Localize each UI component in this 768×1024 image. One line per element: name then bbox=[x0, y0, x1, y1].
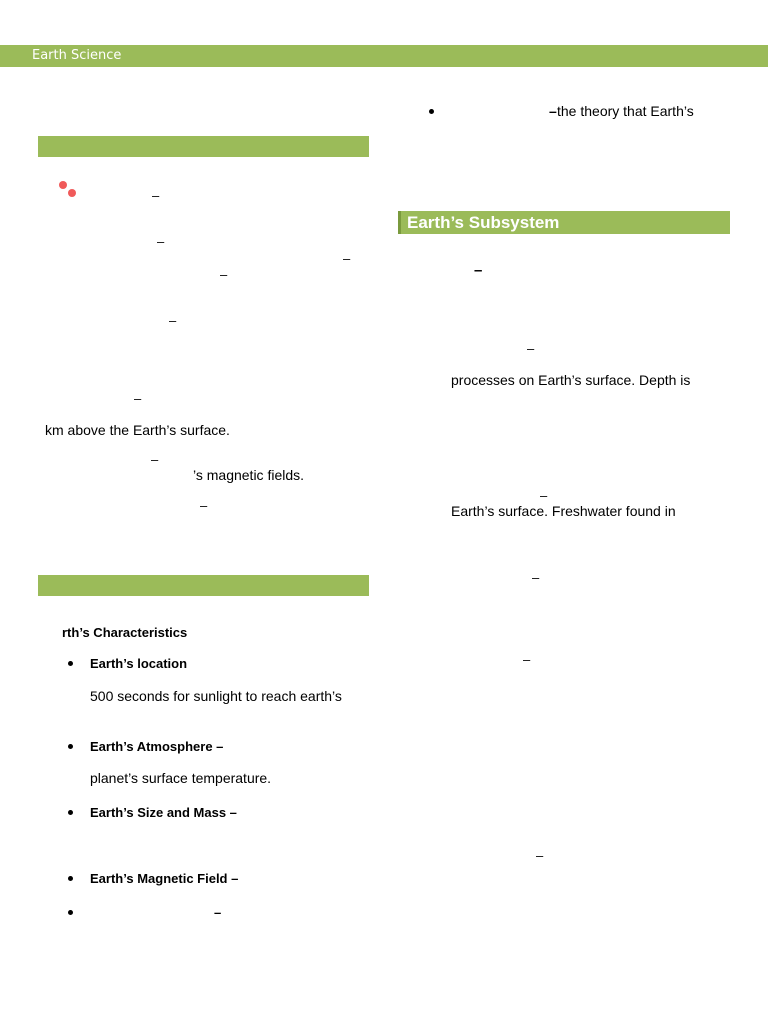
dash: – bbox=[152, 188, 160, 203]
bullet-icon bbox=[68, 910, 73, 915]
bullet-icon bbox=[68, 661, 73, 666]
char-item-dash: – bbox=[214, 905, 222, 920]
dash: – bbox=[527, 341, 535, 356]
dash: – bbox=[532, 570, 540, 585]
dash: – bbox=[134, 391, 142, 406]
km-text: km above the Earth’s surface. bbox=[45, 422, 230, 438]
bullet-icon bbox=[68, 810, 73, 815]
char-item-location: Earth’s location bbox=[90, 656, 188, 671]
subsystem-dash: – bbox=[474, 262, 483, 279]
theory-text: the theory that Earth’s bbox=[557, 103, 694, 119]
bullet-icon bbox=[429, 109, 434, 114]
subsystem-heading-bar bbox=[398, 211, 730, 234]
red-dot-icon bbox=[68, 189, 76, 197]
char-item-location-note: 500 seconds for sunlight to reach earth’s bbox=[90, 688, 342, 704]
dash: – bbox=[540, 488, 548, 503]
dash: – bbox=[151, 452, 159, 467]
dash: – bbox=[169, 313, 177, 328]
char-item-atmosphere-note: planet’s surface temperature. bbox=[90, 770, 272, 786]
dash: – bbox=[200, 498, 208, 513]
dash: – bbox=[536, 848, 544, 863]
processes-text: processes on Earth’s surface. Depth is bbox=[451, 372, 691, 388]
freshwater-text: Earth’s surface. Freshwater found in bbox=[451, 503, 676, 519]
section-bar-1 bbox=[38, 136, 369, 157]
theory-dash: – bbox=[549, 103, 557, 119]
char-item-size-mass: Earth’s Size and Mass – bbox=[90, 805, 237, 820]
red-dot-icon bbox=[59, 181, 67, 189]
subsystem-title: Earth’s Subsystem bbox=[407, 213, 560, 232]
char-item-atmosphere: Earth’s Atmosphere – bbox=[90, 739, 224, 754]
bullet-icon bbox=[68, 744, 73, 749]
bullet-icon bbox=[68, 876, 73, 881]
dash: – bbox=[220, 267, 228, 282]
section-bar-2 bbox=[38, 575, 369, 596]
dash: – bbox=[523, 652, 531, 667]
dash: – bbox=[157, 234, 165, 249]
magnetic-text: ’s magnetic fields. bbox=[193, 467, 305, 483]
characteristics-heading: rth’s Characteristics bbox=[62, 625, 188, 640]
char-item-magnetic-field: Earth’s Magnetic Field – bbox=[90, 871, 239, 886]
dash: – bbox=[343, 251, 351, 266]
header-bar bbox=[0, 45, 768, 67]
header-title: Earth Science bbox=[32, 48, 122, 63]
